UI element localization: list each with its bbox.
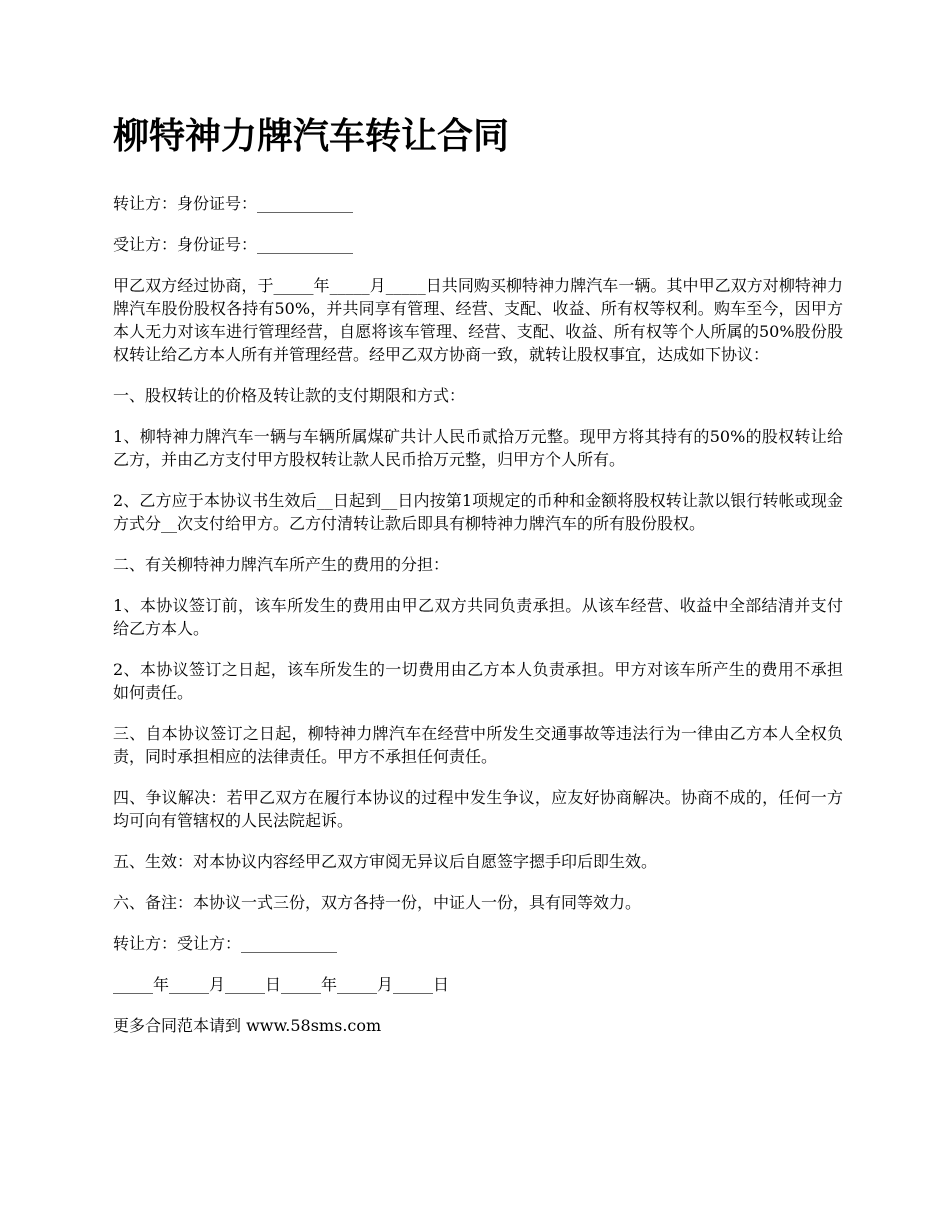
section-2-clause-2: 2、本协议签订之日起，该车所发生的一切费用由乙方本人负责承担。甲方对该车所产生的费用不承担如何责任。 <box>113 660 843 702</box>
date-line: _____年_____月_____日_____年_____月_____日 <box>113 975 450 994</box>
section-1-heading: 一、股权转让的价格及转让款的支付期限和方式： <box>113 386 466 405</box>
section-5-effect-paragraph: 五、生效：对本协议内容经甲乙双方审阅无异议后自愿签字摁手印后即生效。 <box>113 852 658 871</box>
section-1-clause-2: 2、乙方应于本协议书生效后__日起到__日内按第1项规定的币种和金额将股权转让款以银行转帐或现金方式分__次支付给甲方。乙方付清转让款后即具有柳特神力牌汽车的所有股份股权。 <box>113 491 843 533</box>
transferor-id-line: 转让方：身份证号：____________ <box>113 194 354 213</box>
transferee-id-line: 受让方：身份证号：____________ <box>113 235 354 254</box>
footer-link-text: 更多合同范本请到 www.58sms.com <box>113 1016 382 1035</box>
signature-line: 转让方：受让方：____________ <box>113 934 338 953</box>
contract-document <box>113 110 843 1055</box>
section-2-clause-1: 1、本协议签订前，该车所发生的费用由甲乙双方共同负责承担。从该车经营、收益中全部结清并支付给乙方本人。 <box>113 596 843 638</box>
document-title: 柳特神力牌汽车转让合同 <box>113 115 510 157</box>
section-6-remarks-paragraph: 六、备注：本协议一式三份，双方各持一份，中证人一份，具有同等效力。 <box>113 893 642 912</box>
section-3-paragraph: 三、自本协议签订之日起，柳特神力牌汽车在经营中所发生交通事故等违法行为一律由乙方本人全权负责，同时承担相应的法律责任。甲方不承担任何责任。 <box>113 724 843 766</box>
section-2-heading: 二、有关柳特神力牌汽车所产生的费用的分担： <box>113 555 450 574</box>
preamble-paragraph: 甲乙双方经过协商，于_____年_____月_____日共同购买柳特神力牌汽车一辆。其中甲乙双方对柳特神力牌汽车股份股权各持有50%，并共同享有管理、经营、支配、收益、所有权等权利。购车至今，因甲方本人无力对该车进行管理经营，自愿将该车管理、经营、支配、收益、所有权等个人所属的50%股份股权转让给乙方本人所有并管理经营。经甲乙双方协商一致，就转让股权事宜，达成如下协议： <box>113 276 843 364</box>
section-4-dispute-paragraph: 四、争议解决：若甲乙双方在履行本协议的过程中发生争议，应友好协商解决。协商不成的，任何一方均可向有管辖权的人民法院起诉。 <box>113 788 843 830</box>
section-1-clause-1: 1、柳特神力牌汽车一辆与车辆所属煤矿共计人民币贰拾万元整。现甲方将其持有的50%的股权转让给乙方，并由乙方支付甲方股权转让款人民币拾万元整，归甲方个人所有。 <box>113 427 843 469</box>
